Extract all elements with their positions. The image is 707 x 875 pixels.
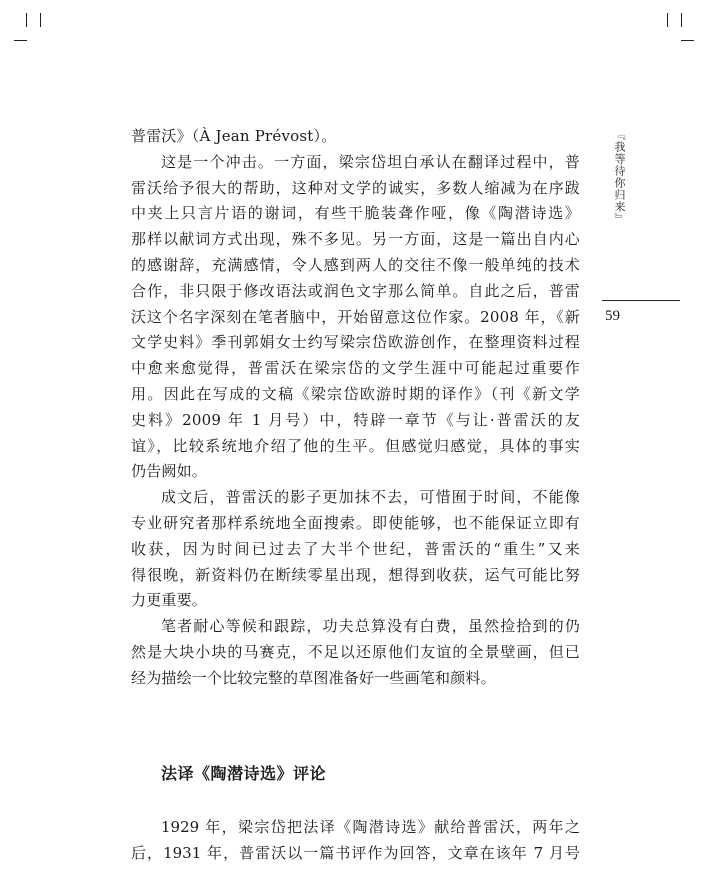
crop-mark-top-left-vertical-2 bbox=[40, 13, 41, 27]
body-text bbox=[131, 124, 580, 692]
page-number-rule bbox=[602, 300, 680, 301]
paragraph bbox=[131, 814, 580, 866]
text-line: 然是大块小块的马赛克，不足以还原他们友谊的全景壁画，但已 bbox=[131, 642, 580, 661]
text-line: 收获，因为时间已过去了大半个世纪，普雷沃的“重生”又来 bbox=[131, 539, 580, 558]
paragraph bbox=[131, 150, 580, 485]
text-line: 谊》，比较系统地介绍了他的生平。但感觉归感觉，具体的事实 bbox=[131, 436, 580, 455]
crop-mark-top-right-vertical-2 bbox=[681, 13, 682, 27]
text-line: 用。因此在写成的文稿《梁宗岱欧游时期的译作》（刊《新文学 bbox=[131, 384, 580, 403]
text-line: 普雷沃》（À Jean Prévost）。 bbox=[131, 127, 337, 145]
text-line: 那样以献词方式出现，殊不多见。另一方面，这是一篇出自内心 bbox=[131, 230, 580, 249]
running-title: 『我等待你归来』 bbox=[613, 129, 626, 225]
paragraph bbox=[131, 124, 580, 150]
crop-mark-top-left-horizontal bbox=[14, 40, 27, 41]
text-line: 专业研究者那样系统地全面搜索。即使能够，也不能保证立即有 bbox=[131, 513, 580, 532]
text-line: 文学史料》季刊郭娟女士约写梁宗岱欧游创作，在整理资料过程 bbox=[131, 333, 580, 352]
text-line: 合作，非只限于修改语法或润色文字那么简单。自此之后，普雷 bbox=[131, 281, 580, 300]
text-line: 雷沃给予很大的帮助，这种对文学的诚实，多数人缩减为在序跋 bbox=[131, 178, 580, 197]
paragraph bbox=[131, 485, 580, 614]
section-heading: 法译《陶潜诗选》评论 bbox=[161, 764, 327, 783]
paragraph bbox=[131, 614, 580, 691]
crop-mark-top-right-horizontal bbox=[681, 40, 694, 41]
text-line: 的感谢辞，充满感情，令人感到两人的交往不像一般单纯的技术 bbox=[131, 255, 580, 274]
text-line: 得很晚，新资料仍在断续零星出现，想得到收获，运气可能比努 bbox=[131, 565, 580, 584]
text-line: 经为描绘一个比较完整的草图准备好一些画笔和颜料。 bbox=[131, 668, 496, 687]
text-line: 沃这个名字深刻在笔者脑中，开始留意这位作家。2008 年，《新 bbox=[131, 307, 580, 326]
text-line: 1929 年，梁宗岱把法译《陶潜诗选》献给普雷沃，两年之 bbox=[161, 818, 580, 836]
text-line: 中愈来愈觉得，普雷沃在梁宗岱的文学生涯中可能起过重要作 bbox=[131, 359, 580, 378]
crop-mark-top-right-vertical bbox=[667, 13, 668, 27]
text-line: 中夹上只言片语的谢词，有些干脆装聋作哑，像《陶潜诗选》 bbox=[131, 204, 580, 223]
text-line: 史料》2009 年 1 月号）中，特辟一章节《与让·普雷沃的友 bbox=[131, 410, 580, 429]
text-line: 笔者耐心等候和跟踪，功夫总算没有白费，虽然捡拾到的仍 bbox=[161, 617, 580, 636]
text-line: 这是一个冲击。一方面，梁宗岱坦白承认在翻译过程中，普 bbox=[161, 152, 580, 171]
page-number: 59 bbox=[605, 308, 620, 324]
crop-mark-top-left-vertical bbox=[26, 13, 27, 27]
text-line: 力更重要。 bbox=[131, 591, 208, 610]
text-line: 成文后，普雷沃的影子更加抹不去，可惜囿于时间，不能像 bbox=[161, 488, 580, 507]
text-line: 后，1931 年，普雷沃以一篇书评作为回答，文章在该年 7 月号 bbox=[131, 844, 580, 862]
section-body bbox=[131, 814, 580, 866]
text-line: 仍告阙如。 bbox=[131, 462, 208, 481]
